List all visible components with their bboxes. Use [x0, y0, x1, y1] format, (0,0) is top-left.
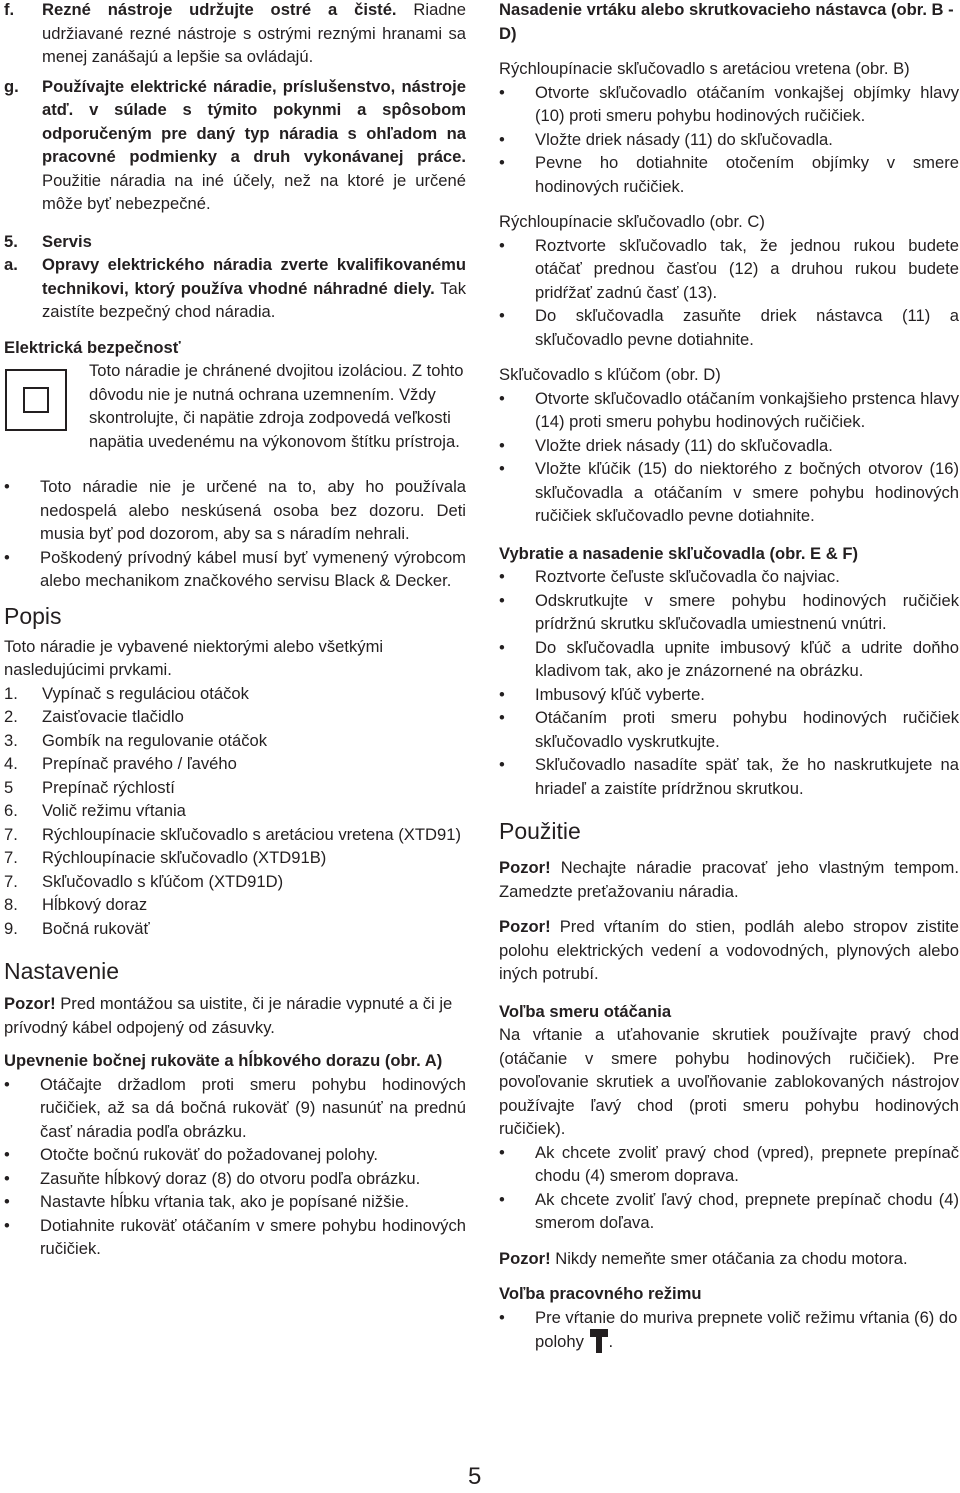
- bullet-text: Pre vŕtanie do muriva prepnete volič režimu vŕtania (6) do polohy: [535, 1307, 958, 1351]
- item-letter: f.: [4, 0, 15, 19]
- parts-list-item: [4, 705, 466, 729]
- bullet-text: Poškodený prívodný kábel musí byť vymenený výrobcom alebo mechanikom značkového servisu Black & Decker.: [40, 547, 466, 590]
- part-name: Prepínač rýchlostí: [42, 777, 175, 797]
- warning-text: Nechajte náradie pracovať jeho vlastným tempom. Zamedzte preťažovaniu náradia.: [499, 858, 959, 901]
- bullet-text: Zasuňte hĺbkový doraz (8) do otvoru podľa obrázku.: [40, 1168, 421, 1188]
- direction-warning: [499, 1247, 959, 1271]
- popis-intro: Toto náradie je vybavené niektorými alebo všetkými nasledujúcimi prvkami.: [4, 636, 384, 679]
- part-name: Volič režimu vŕtania: [42, 801, 186, 820]
- part-name: Hĺbkový doraz: [42, 895, 148, 914]
- list-item: [4, 1073, 466, 1144]
- item-letter: g.: [4, 76, 19, 96]
- double-insulation-block: [4, 359, 466, 453]
- part-name: Rýchloupínacie skľučovadlo (XTD91B): [42, 848, 327, 867]
- parts-list-item: [4, 799, 466, 823]
- bullet-text: Do skľučovadla zasuňte driek nástavca (11) a skľučovadlo pevne dotiahnite.: [535, 306, 959, 349]
- chuck-removal-steps: [499, 565, 959, 800]
- list-item: [499, 1306, 959, 1354]
- bullet-text: Vložte kľúčik (15) do niektorého z bočných otvorov (16) skľučovadla a otáčaním v smere pohybu hodinových ručičiek skľučovadlo pevne dotiahnite.: [535, 459, 959, 525]
- part-number: 7.: [4, 871, 18, 891]
- parts-list-item: [4, 752, 466, 776]
- list-item: [499, 387, 959, 434]
- hammer-icon: [589, 1329, 609, 1353]
- list-item: [499, 81, 959, 128]
- electrical-safety-text: Toto náradie je chránené dvojitou izoláciou. Z tohto dôvodu nie je nutná ochrana uzemnením. Vždy skontrolujte, či napätie zdroja zodpovedá veľkosti napätia uvedenému na výkonovom štítku prístroja.: [89, 361, 464, 451]
- parts-list-item: [4, 917, 466, 941]
- part-name: Rýchloupínacie skľučovadlo s aretáciou vretena (XTD91): [42, 824, 461, 844]
- warning-text: Nikdy nemeňte smer otáčania za chodu motora.: [550, 1248, 908, 1268]
- chuck-removal-heading: Vybratie a nasadenie skľučovadla (obr. E & F): [499, 543, 858, 563]
- parts-list-item: [4, 893, 466, 917]
- parts-list: [4, 682, 466, 941]
- part-number: 3.: [4, 730, 18, 750]
- bullet-icon: •: [499, 708, 505, 727]
- bullet-text: Toto náradie nie je určené na to, aby ho používala nedospelá alebo neskúsená osoba bez dozoru. Deti musia byť pod dozorom, aby sa s náradím nehrali.: [40, 477, 466, 543]
- warning-label: Pozor!: [4, 994, 56, 1013]
- list-item: [499, 151, 959, 198]
- list-item: [499, 128, 959, 152]
- part-name: Zaisťovacie tlačidlo: [42, 707, 184, 726]
- part-number: 7.: [4, 824, 18, 844]
- section-number: 5.: [4, 231, 18, 251]
- item-text: Riadne udržiavané rezné nástroje s ostrými reznými hranami sa menej zanášajú a lepšie sa ovládajú.: [42, 0, 466, 66]
- chuck-b-heading: Rýchloupínacie skľučovadlo s aretáciou vretena (obr. B): [499, 59, 910, 78]
- popis-heading: Popis: [4, 602, 62, 629]
- direction-steps: [499, 1141, 959, 1235]
- page-number: 5: [468, 1463, 482, 1490]
- part-name: Vypínač s reguláciou otáčok: [42, 683, 249, 703]
- bullet-text: Roztvorte čeľuste skľučovadla čo najviac.: [535, 567, 840, 586]
- bullet-text: Ak chcete zvoliť pravý chod (vpred), prepnete prepínač chodu (4) smerom doprava.: [535, 1142, 959, 1185]
- part-number: 6.: [4, 801, 18, 820]
- bullet-text: Do skľučovadla upnite imbusový kľúč a udrite doňho kladivom tak, ako je znázornené na obrázku.: [535, 637, 959, 680]
- list-item-a: [4, 253, 466, 324]
- part-number: 9.: [4, 918, 18, 938]
- bullet-icon: •: [499, 459, 505, 478]
- bullet-text: Otáčaním proti smeru pohybu hodinových ručičiek skľučovadlo vyskrutkujte.: [535, 708, 959, 751]
- list-item: [499, 457, 959, 528]
- section-servis: [4, 230, 466, 254]
- parts-list-item: [4, 870, 466, 894]
- item-bold: Používajte elektrické náradie, príslušenstvo, nástroje atď. v súlade s týmito pokynmi a spôsobom odporučeným pre daný typ náradia s ohľadom na pracovné podmienky a druh vykonávanej práce.: [42, 76, 466, 166]
- part-number: 1.: [4, 683, 18, 703]
- direction-heading: Voľba smeru otáčania: [499, 1001, 672, 1021]
- bullet-icon: •: [499, 755, 505, 774]
- bullet-icon: •: [499, 388, 505, 408]
- nastavenie-warning: [4, 992, 466, 1039]
- list-item: [499, 683, 959, 707]
- part-number: 7.: [4, 848, 18, 867]
- part-number: 4.: [4, 754, 18, 773]
- parts-list-item: [4, 846, 466, 870]
- part-name: Bočná rukoväť: [42, 918, 150, 938]
- left-column: [4, 0, 466, 1261]
- bullet-icon: •: [499, 1307, 505, 1327]
- bullet-icon: •: [499, 1189, 505, 1209]
- list-item: [4, 1190, 466, 1214]
- parts-list-item: [4, 682, 466, 706]
- bullet-icon: •: [4, 547, 10, 567]
- part-name: Skľučovadlo s kľúčom (XTD91D): [42, 871, 284, 891]
- bullet-text: Otvorte skľučovadlo otáčaním vonkajšieho prstenca hlavy (14) proti smeru pohybu hodinových ručičiek.: [535, 388, 959, 431]
- parts-list-item: [4, 729, 466, 753]
- bullet-icon: •: [4, 1192, 10, 1211]
- bullet-icon: •: [4, 1168, 10, 1188]
- item-bold: Rezné nástroje udržujte ostré a čisté.: [42, 0, 397, 19]
- part-number: 8.: [4, 895, 18, 914]
- bullet-icon: •: [4, 477, 10, 496]
- side-handle-heading: Upevnenie bočnej rukoväte a hĺbkového dorazu (obr. A): [4, 1051, 443, 1070]
- item-text: Použitie náradia na iné účely, než na ktoré je určené môže byť nebezpečné.: [42, 170, 466, 213]
- electrical-safety-heading: Elektrická bezpečnosť: [4, 337, 181, 357]
- bullet-text: Otvorte skľučovadlo otáčaním vonkajšej objímky hlavy (10) proti smeru pohybu hodinových ručičiek.: [535, 82, 959, 125]
- nastavenie-heading: Nastavenie: [4, 958, 120, 984]
- bullet-text: Ak chcete zvoliť ľavý chod, prepnete prepínač chodu (4) smerom doľava.: [535, 1189, 959, 1232]
- list-item: [499, 1188, 959, 1235]
- bullet-icon: •: [499, 590, 505, 610]
- list-item: [499, 304, 959, 351]
- side-handle-steps: [4, 1073, 466, 1261]
- bullet-icon: •: [4, 1074, 10, 1094]
- bullet-icon: •: [499, 567, 505, 586]
- bullet-text: Odskrutkujte v smere pohybu hodinových ručičiek prídržnú skrutku skľučovadla umiestnenú vnútri.: [535, 590, 959, 633]
- warning-label: Pozor!: [499, 858, 551, 877]
- item-bold: Opravy elektrického náradia zverte kvalifikovanému technikovi, ktorý používa vhodné náhradné diely.: [42, 255, 466, 298]
- direction-text: Na vŕtanie a uťahovanie skrutiek používajte pravý chod (otáčanie v smere pohybu hodinových ručičiek). Pre povoľovanie skrutiek a uvoľňovanie zablokovaných nástrojov používajte ľavý chod (proti smeru pohybu hodinových ručičiek).: [499, 1025, 959, 1138]
- bullet-icon: •: [4, 1145, 10, 1164]
- bullet-icon: •: [499, 153, 505, 172]
- bullet-icon: •: [4, 1215, 10, 1235]
- bullet-text: Imbusový kľúč vyberte.: [535, 684, 705, 704]
- bit-insertion-heading: Nasadenie vrtáku alebo skrutkovacieho nástavca (obr. B - D): [499, 0, 954, 43]
- bullet-icon: •: [499, 1142, 505, 1162]
- bullet-text: Pevne ho dotiahnite otočením objímky v smere hodinových ručičiek.: [535, 153, 959, 196]
- list-item: [499, 636, 959, 683]
- part-number: 2.: [4, 707, 18, 726]
- double-insulation-icon: [5, 369, 67, 431]
- bullet-icon: •: [499, 637, 505, 657]
- warning-text: Pred vŕtaním do stien, podláh alebo stropov zistite polohu elektrických vedení a vodovodných, plynových alebo iných potrubí.: [499, 917, 959, 983]
- bullet-text: Nastavte hĺbku vŕtania tak, ako je popísané nižšie.: [40, 1192, 409, 1211]
- bullet-icon: •: [499, 435, 505, 455]
- chuck-c-steps: [499, 234, 959, 352]
- mode-heading: Voľba pracovného režimu: [499, 1284, 702, 1303]
- part-name: Gombík na regulovanie otáčok: [42, 730, 268, 750]
- list-item-g: [4, 75, 466, 216]
- right-column: [499, 0, 959, 1354]
- list-item: [499, 234, 959, 305]
- pouzitie-heading: Použitie: [499, 818, 581, 844]
- warning-label: Pozor!: [499, 917, 551, 936]
- usage-warning-1: [499, 856, 959, 903]
- parts-list-item: [4, 776, 466, 800]
- chuck-d-steps: [499, 387, 959, 528]
- bullet-text: Dotiahnite rukoväť otáčaním v smere pohybu hodinových ručičiek.: [40, 1215, 466, 1258]
- list-item: [4, 1167, 466, 1191]
- usage-warning-2: [499, 915, 959, 986]
- list-item: [4, 546, 466, 593]
- bullet-icon: •: [499, 82, 505, 102]
- chuck-d-heading: Skľučovadlo s kľúčom (obr. D): [499, 365, 721, 384]
- list-item-f: [4, 0, 466, 69]
- chuck-b-steps: [499, 81, 959, 199]
- list-item: [499, 706, 959, 753]
- part-number: 5: [4, 777, 14, 797]
- item-letter: a.: [4, 255, 18, 274]
- list-item: [499, 589, 959, 636]
- list-item: [4, 1214, 466, 1261]
- section-title: Servis: [42, 231, 92, 251]
- bullet-text: Vložte driek násady (11) do skľučovadla.: [535, 435, 833, 455]
- bullet-icon: •: [499, 684, 505, 704]
- list-item: [499, 565, 959, 589]
- list-item: [499, 434, 959, 458]
- list-item: [499, 1141, 959, 1188]
- warning-label: Pozor!: [499, 1248, 551, 1268]
- bullet-text-end: .: [608, 1332, 614, 1351]
- parts-list-item: [4, 823, 466, 847]
- bullet-text: Otočte bočnú rukoväť do požadovanej polohy.: [40, 1145, 379, 1164]
- bullet-text: Otáčajte držadlom proti smeru pohybu hodinových ručičiek, až sa dá bočná rukoväť (9) nasunúť na prednú časť náradia podľa obrázku.: [40, 1074, 466, 1141]
- bullet-text: Skľučovadlo nasadíte späť tak, že ho naskrutkujete na hriadeľ a zaistíte prídržnou skrutkou.: [535, 755, 959, 798]
- bullet-icon: •: [499, 306, 505, 325]
- list-item: [499, 753, 959, 800]
- warning-text: Pred montážou sa uistite, či je náradie vypnuté a či je prívodný kábel odpojený od zásuvky.: [4, 994, 453, 1037]
- bullet-icon: •: [499, 129, 505, 149]
- list-item: [4, 475, 466, 546]
- item-text: Tak zaistíte bezpečný chod náradia.: [42, 278, 466, 321]
- bullet-icon: •: [499, 235, 505, 255]
- bullet-text: Vložte driek násady (11) do skľučovadla.: [535, 129, 833, 149]
- bullet-text: Roztvorte skľučovadlo tak, že jednou rukou budete otáčať prednou časťou (12) a druhou rukou budete pridŕžať zadnú časť (13).: [535, 235, 959, 302]
- list-item: [4, 1143, 466, 1167]
- chuck-c-heading: Rýchloupínacie skľučovadlo (obr. C): [499, 212, 765, 231]
- part-name: Prepínač pravého / ľavého: [42, 754, 237, 773]
